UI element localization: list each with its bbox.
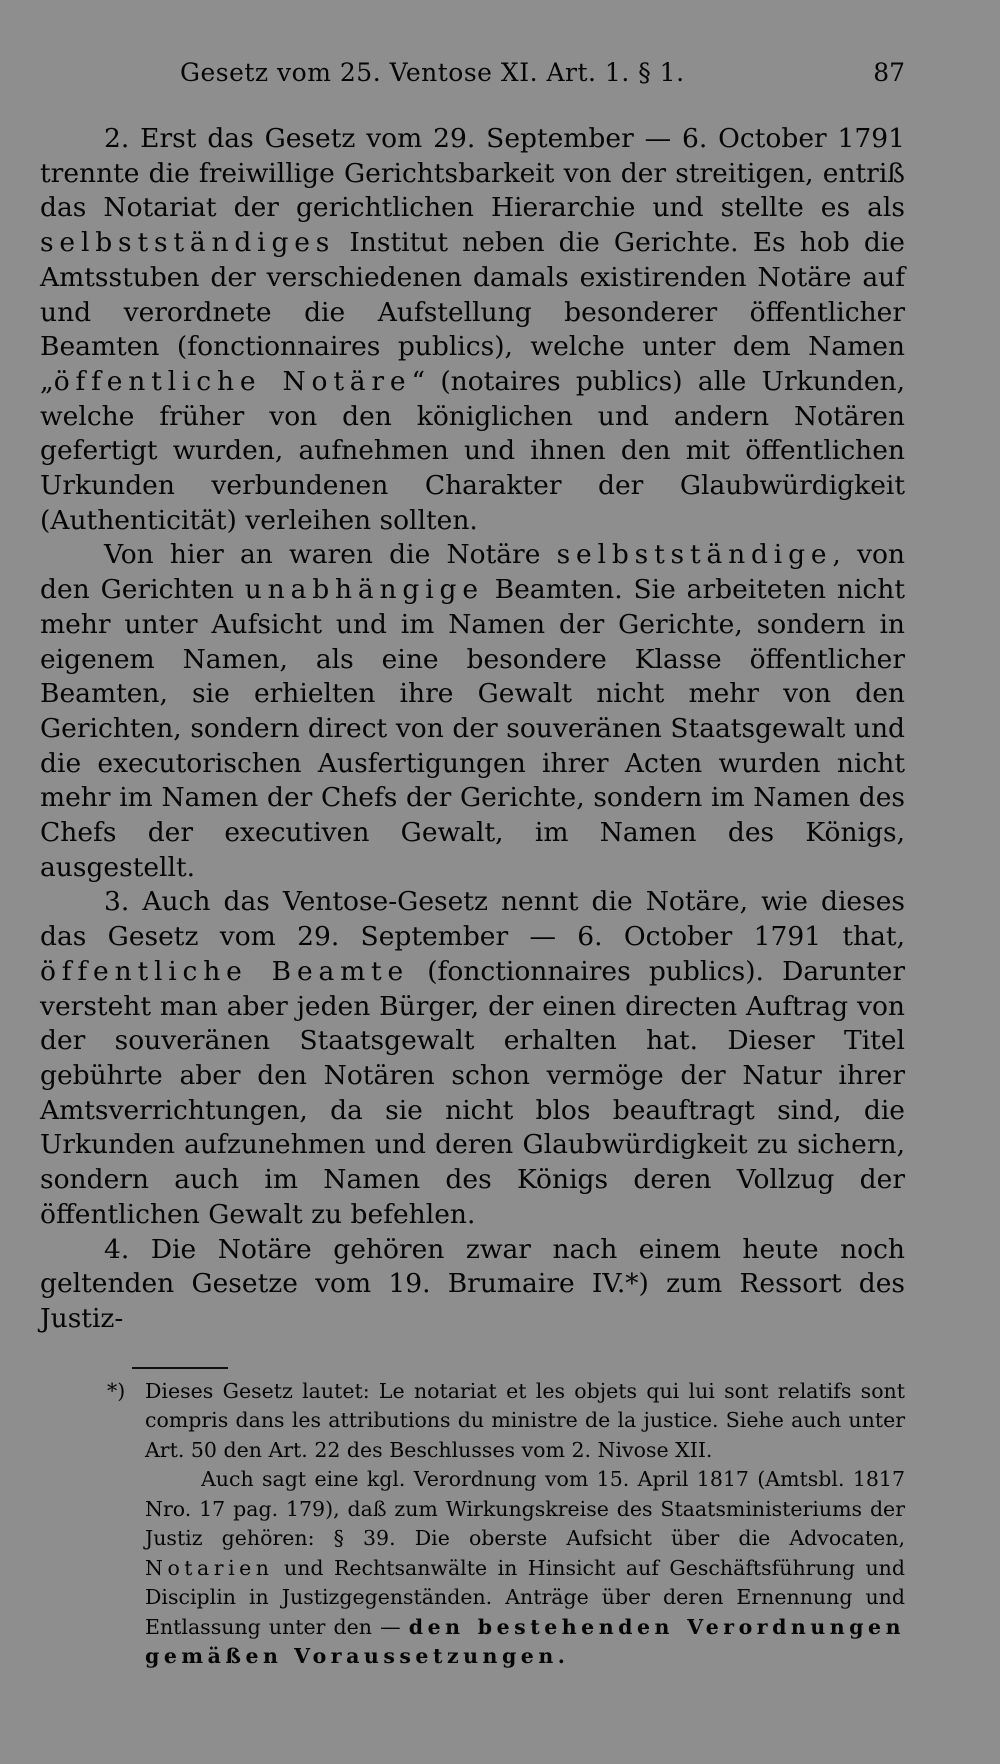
paragraph-3 — [40, 885, 905, 1232]
footnote-marker: *) — [107, 1378, 126, 1403]
text-run: 3. Auch das Ventose-Gesetz nennt die Notäre, wie dieses das Gesetz vom 29. September — 6. October 1791 that, — [40, 886, 905, 953]
body-text — [40, 122, 905, 1337]
spaced-emphasis: Notarien — [145, 1555, 274, 1580]
text-run: 4. Die Notäre gehören zwar nach einem heute noch geltenden Gesetze vom 19. Brumaire IV.*) zum Ressort des Justiz- — [40, 1233, 905, 1334]
footnote-text: Dieses Gesetz lautet: Le notariat et les objets qui lui sont relatifs sont compris dans les attributions du ministre de la justice. Siehe auch unter Art. 50 den Art. 22 des Beschlusses vom 2. Nivose XII. — [145, 1378, 905, 1462]
text-run: Institut neben die Gerichte. Es hob die Amtsstuben der verschiedenen damals existirenden Notäre auf und verordnete die Aufstellung besonderer öffentlicher Beamten (fonctionnaires publics), welche unter dem Namen „ — [40, 227, 905, 397]
spaced-emphasis: selbstständiges — [40, 227, 336, 259]
text-run: , von den Gerichten — [40, 539, 905, 606]
spaced-emphasis: selbstständige — [556, 539, 833, 571]
footnote-first — [107, 1377, 905, 1466]
text-run: Von hier an waren die Notäre — [104, 539, 557, 571]
spaced-emphasis: den bestehenden Verordnungen gemäßen Voraussetzungen. — [145, 1614, 905, 1669]
footnote-divider — [132, 1367, 228, 1369]
footnote — [107, 1377, 905, 1672]
paragraph-2-continued — [40, 538, 905, 885]
paragraph-2 — [40, 122, 905, 538]
text-run: und Rechtsanwälte in Hinsicht auf Geschäftsführung und Disciplin in Justizgegenständen. Anträge über deren Ernennung und Entlassung unter den — — [145, 1555, 905, 1639]
paragraph-4 — [40, 1233, 905, 1337]
spaced-emphasis: öffentliche Beamte — [40, 955, 410, 987]
spaced-emphasis: unabhängige — [244, 574, 484, 606]
footnote-second — [107, 1465, 905, 1672]
text-run: Beamten. Sie arbeiteten nicht mehr unter Aufsicht und im Namen der Gerichte, sondern in eigenem Namen, als eine besondere Klasse öffentlicher Beamten, sie erhielten ihre Gewalt nicht mehr von den Gerichten, sondern direct von der souveränen Staatsgewalt und die executorischen Ausfertigungen ihrer Acten wurden nicht mehr im Namen der Chefs der Gerichte, sondern im Namen des Chefs der executiven Gewalt, im Namen des Königs, ausgestellt. — [40, 574, 905, 883]
text-run: Auch sagt eine kgl. Verordnung vom 15. April 1817 (Amtsbl. 1817 Nro. 17 pag. 179), daß zum Wirkungskreise des Staatsministeriums der Justiz gehören: § 39. Die oberste Aufsicht über die Advocaten, — [145, 1467, 905, 1551]
running-title: Gesetz vom 25. Ventose XI. Art. 1. § 1. — [180, 58, 685, 87]
running-head — [40, 58, 905, 102]
spaced-emphasis: öffentliche Notäre — [53, 365, 412, 397]
text-run: (fonctionnaires publics). Darunter versteht man aber jeden Bürger, der einen directen Auftrag von der souveränen Staatsgewalt erhalten hat. Dieser Titel gebührte aber den Notären schon vermöge der Natur ihrer Amtsverrichtungen, da sie nicht blos beauftragt sind, die Urkunden aufzunehmen und deren Glaubwürdigkeit zu sichern, sondern auch im Namen des Königs deren Vollzug der öffentlichen Gewalt zu befehlen. — [40, 955, 905, 1230]
page-number: 87 — [873, 58, 905, 87]
text-run: “ (notaires publics) alle Urkunden, welche früher von den königlichen und andern Notären gefertigt wurden, aufnehmen und ihnen den mit öffentlichen Urkunden verbundenen Charakter der Glaubwürdigkeit (Authenticität) verleihen sollten. — [40, 365, 905, 536]
text-run: 2. Erst das Gesetz vom 29. September — 6. October 1791 trennte die freiwillige Gerichtsbarkeit von der streitigen, entriß das Notariat der gerichtlichen Hierarchie und stellte es als — [40, 123, 905, 224]
